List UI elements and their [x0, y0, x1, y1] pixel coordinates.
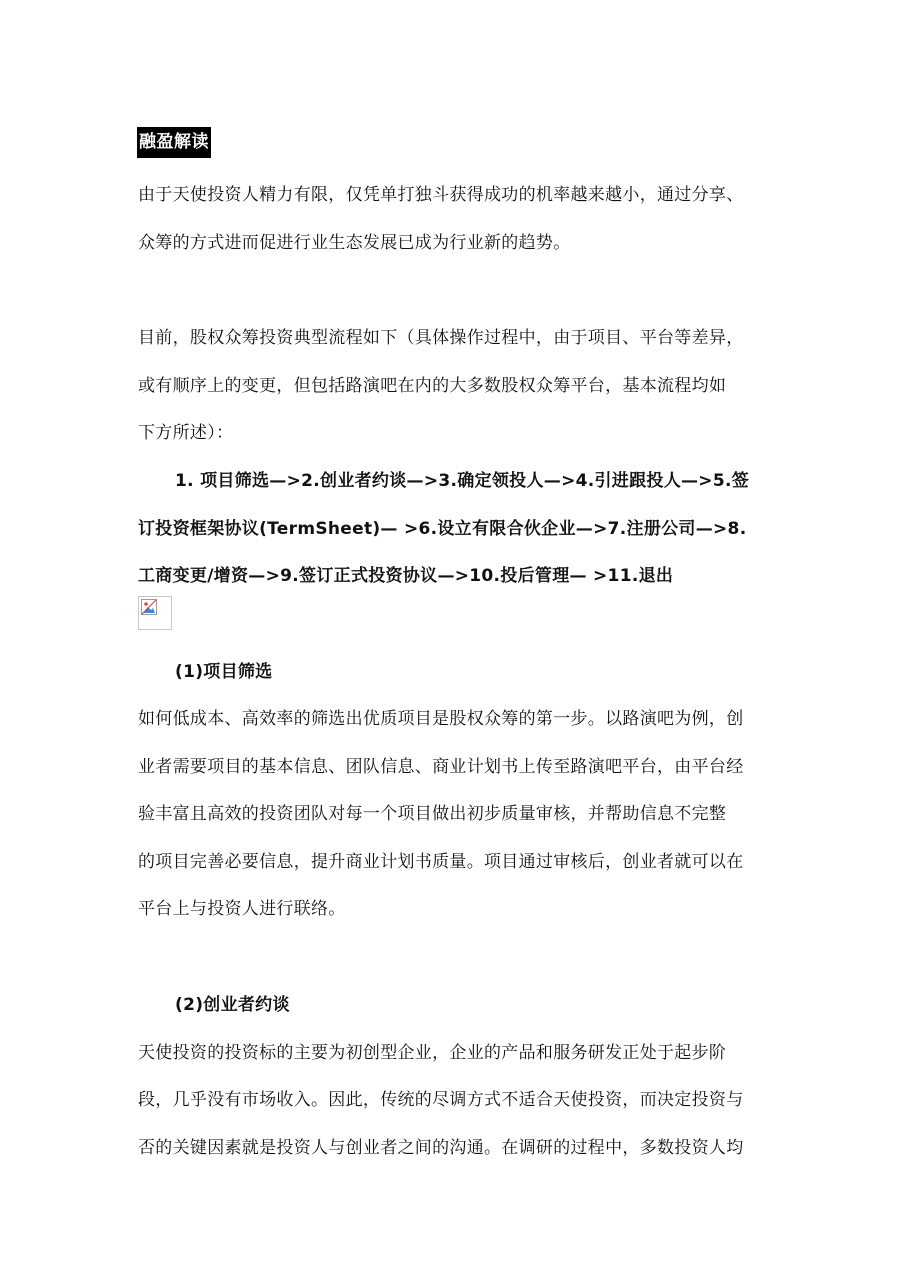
section2-line: 天使投资的投资标的主要为初创型企业，企业的产品和服务研发正处于起步阶: [138, 1043, 727, 1063]
flow-steps-line: 订投资框架协议(TermSheet)— >6.设立有限合伙企业—>7.注册公司—>8.: [138, 519, 747, 539]
document-heading: 融盈解读: [137, 127, 211, 158]
flow-steps-line: 1. 项目筛选—>2.创业者约谈—>3.确定领投人—>4.引进跟投人—>5.签: [175, 471, 750, 491]
section-title: (1)项目筛选: [175, 662, 273, 682]
section2-line: 段，几乎没有市场收入。因此，传统的尽调方式不适合天使投资，而决定投资与: [138, 1090, 744, 1110]
broken-image-icon: [138, 596, 172, 630]
section1-line: 验丰富且高效的投资团队对每一个项目做出初步质量审核，并帮助信息不完整: [138, 804, 727, 824]
flow-intro-line: 目前，股权众筹投资典型流程如下（具体操作过程中，由于项目、平台等差异，: [138, 328, 744, 348]
section1-line: 如何低成本、高效率的筛选出优质项目是股权众筹的第一步。以路演吧为例，创: [138, 709, 744, 729]
section-title: (2)创业者约谈: [175, 995, 290, 1015]
flow-intro-line: 下方所述）：: [138, 423, 234, 443]
broken-image-glyph: [141, 599, 157, 615]
flow-steps-line: 工商变更/增资—>9.签订正式投资协议—>10.投后管理— >11.退出: [138, 566, 674, 586]
flow-intro-line: 或有顺序上的变更，但包括路演吧在内的大多数股权众筹平台，基本流程均如: [138, 376, 727, 396]
section1-line: 平台上与投资人进行联络。: [138, 899, 346, 919]
intro-line: 众筹的方式进而促进行业生态发展已成为行业新的趋势。: [138, 233, 571, 253]
intro-line: 由于天使投资人精力有限，仅凭单打独斗获得成功的机率越来越小，通过分享、: [138, 185, 744, 205]
section1-line: 业者需要项目的基本信息、团队信息、商业计划书上传至路演吧平台，由平台经: [138, 757, 744, 777]
section2-line: 否的关键因素就是投资人与创业者之间的沟通。在调研的过程中，多数投资人均: [138, 1138, 744, 1158]
section1-line: 的项目完善必要信息，提升商业计划书质量。项目通过审核后，创业者就可以在: [138, 852, 744, 872]
